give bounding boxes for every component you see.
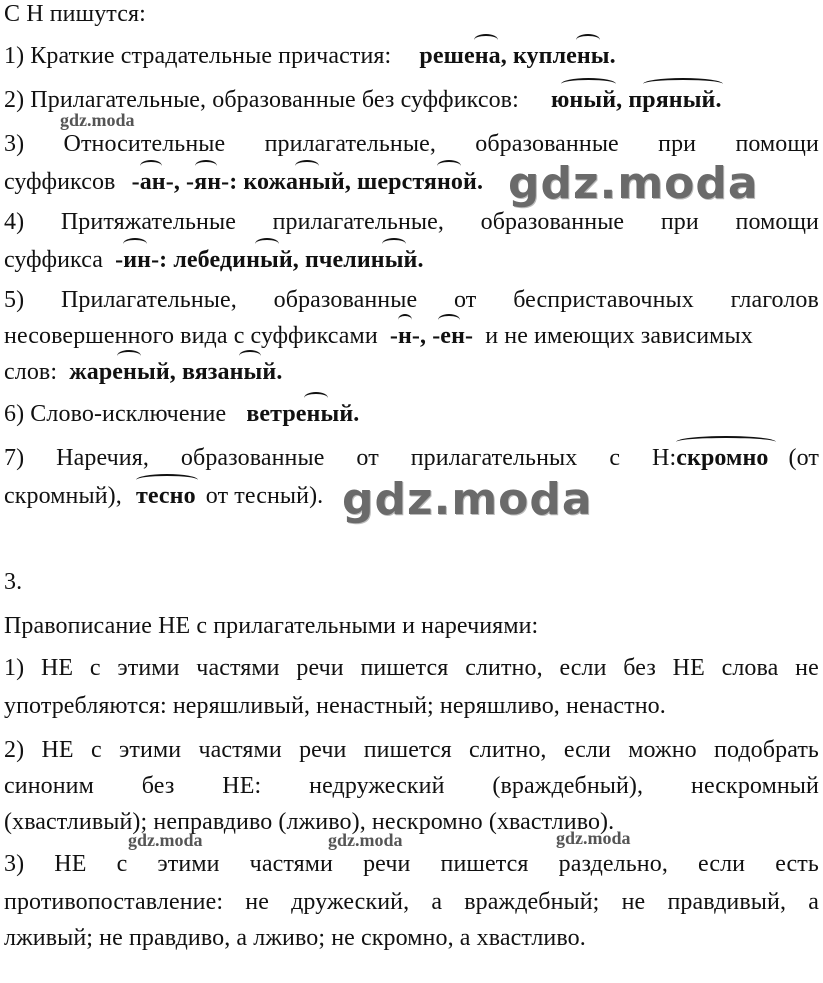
word: дружеский, [291,889,410,915]
rule-n-5-line1 [4,286,819,314]
word: 1) [4,655,25,681]
watermark-small: gdz.moda [60,110,135,130]
rule-text [4,772,819,800]
rule-text: скромный), [4,483,122,509]
examples-text: -ин-: лебединый, пчелиный. [115,247,424,273]
suffix-arc [561,78,616,90]
suffix-arc [576,34,600,46]
word: а [431,889,443,915]
word: с [609,445,621,471]
rule-ne-2-line3: (хвастливый); неправдиво (лживо), нескромно (хвастливо). [4,809,615,835]
rule-text: 2) Прилагательные, образованные без суффиксов: [4,87,519,113]
rule-examples [115,246,423,274]
word: образованные [273,287,418,313]
word: этими [117,655,180,681]
word: без [141,773,175,799]
rule-text [4,850,819,878]
word: образованные [180,445,325,471]
suffix-arc [398,314,412,326]
rule-text [4,286,819,314]
rule-text [4,888,819,916]
word: при [660,209,699,235]
word: пишется [363,737,452,763]
word: НЕ [54,851,87,877]
rule-ne-1-line2: употребляются: неряшливый, ненастный; неряшливо, ненастно. [4,693,666,719]
word: Н: [652,445,677,471]
word: НЕ [41,737,74,763]
rule-examples [69,358,282,386]
rule-ne-2-line2 [4,772,819,800]
word: (враждебный), [492,773,644,799]
rule-ne-1-line1 [4,654,819,682]
word: можно [628,737,697,763]
word: синоним [4,773,94,799]
rule-n-5-line2 [4,322,753,350]
word: недружеский [309,773,445,799]
word: раздельно, [558,851,668,877]
suffix-arc [255,238,279,250]
rule-example [136,482,196,510]
word: этими [157,851,220,877]
suffix-arc [123,238,147,250]
rule-text: суффиксов [4,169,116,195]
word: Притяжательные [60,209,236,235]
suffix-arc [474,34,498,46]
word: Относительные [63,131,226,157]
rule-n-6 [4,400,359,428]
examples-text: жареный, вязаный. [69,359,283,385]
rule-n-7-line2 [4,482,323,510]
word: глаголов [730,287,819,313]
word: 4) [4,209,25,235]
word: не [795,655,819,681]
examples-text: -ан-, -ян-: кожаный, шерстяной. [131,169,484,195]
root-arc [136,474,198,486]
rule-ne-3-line3: лживый; не правдиво, а лживо; не скромно, а хвастливо. [4,925,586,951]
watermark-logo: gdz.moda [342,474,593,525]
suffix-arc [295,160,319,172]
rule-n-7-line1 [4,444,819,472]
word: частями [196,655,280,681]
suffix-arc [643,78,723,90]
word: помощи [735,131,819,157]
rule-text: 1) Краткие страдательные причастия: [4,43,392,69]
rule-ne-2-line1 [4,736,819,764]
word: этими [119,737,182,763]
word: пишется [360,655,449,681]
rule-text [4,444,676,472]
section-number: 3. [4,569,23,595]
word: речи [363,851,411,877]
rule-n-4-line1 [4,208,819,236]
word: прилагательные, [264,131,436,157]
word: враждебный; [464,889,600,915]
word: от [356,445,379,471]
examples-text: ветреный. [246,401,360,427]
word: если [563,737,611,763]
rule-text: суффикса [4,247,104,273]
word: а [808,889,819,915]
word: слитно, [465,655,543,681]
rule-text: и не имеющих зависимых [485,323,753,349]
suffix-arc [304,392,328,404]
suffix-arc [438,314,460,326]
word: правдивый, [667,889,787,915]
suffix-arc [140,160,162,172]
word: 7) [4,445,25,471]
rule-text [4,654,819,682]
word: частями [249,851,333,877]
word: с [116,851,128,877]
examples-text: решена, куплены. [419,43,616,69]
word: речи [299,737,347,763]
word: пишется [440,851,529,877]
rule-n-3-line1 [4,130,819,158]
watermark-small: gdz.moda [328,830,403,850]
rule-ne-3-line2 [4,888,819,916]
rule-text [4,208,819,236]
word: без [623,655,656,681]
suffix-arc [117,350,141,362]
rule-n-5-line3 [4,358,282,386]
word: слитно, [469,737,547,763]
section-title: Правописание НЕ с прилагательными и наречиями: [4,613,539,639]
word: бесприставочных [513,287,694,313]
examples-text: юный, пряный. [550,87,722,113]
rule-examples [132,168,483,196]
suffixes-text: -н-, -ен- [389,323,474,349]
suffix-arc [382,238,406,250]
rule-example [676,444,768,472]
rule-text [4,736,819,764]
word: при [658,131,697,157]
example-text: скромно [676,445,769,471]
word: не [621,889,646,915]
word: с [90,737,102,763]
rule-n-1 [4,42,616,70]
word: НЕ [672,655,705,681]
word: не [245,889,269,915]
suffix-arc [239,350,261,362]
watermark-small: gdz.moda [128,830,203,850]
rule-suffixes [390,322,473,350]
word: частями [198,737,282,763]
rule-tail [676,444,819,472]
word: 3) [4,131,25,157]
word: 2) [4,737,25,763]
rule-text: слов: [4,359,58,385]
word: нескромный [691,773,819,799]
word: слова [721,655,779,681]
word: с [89,655,101,681]
watermark-small: gdz.moda [556,828,631,848]
word: если [559,655,607,681]
word: прилагательных [410,445,578,471]
word: НЕ [40,655,74,681]
rule-examples [551,86,722,114]
word: 5) [4,287,25,313]
word: образованные [475,131,619,157]
example-text: тесно [135,483,196,509]
rule-text: несовершенного вида с суффиксами [4,323,378,349]
rule-text: от тесный). [205,483,324,509]
heading: С Н пишутся: [4,1,146,27]
word: подобрать [714,737,819,763]
rule-text [4,130,819,158]
word: если [698,851,746,877]
word: Прилагательные, [61,287,237,313]
rule-ne-3-line1 [4,850,819,878]
rule-text: 6) Слово-исключение [4,401,227,427]
root-arc [676,436,776,448]
watermark-logo: gdz.moda [508,158,759,209]
word: речи [296,655,344,681]
rule-n-3-line2 [4,168,483,196]
word: Наречия, [56,445,149,471]
rule-examples [246,400,359,428]
word: есть [775,851,819,877]
suffix-arc [195,160,217,172]
word: помощи [735,209,819,235]
word: 3) [4,851,25,877]
suffix-arc [437,160,461,172]
word: от [454,287,477,313]
word: противопоставление: [4,889,224,915]
rule-examples [419,42,615,70]
word: НЕ: [222,773,262,799]
word: прилагательные, [272,209,444,235]
rule-n-4-line2 [4,246,424,274]
word: образованные [480,209,625,235]
rule-text: (от [788,445,819,471]
